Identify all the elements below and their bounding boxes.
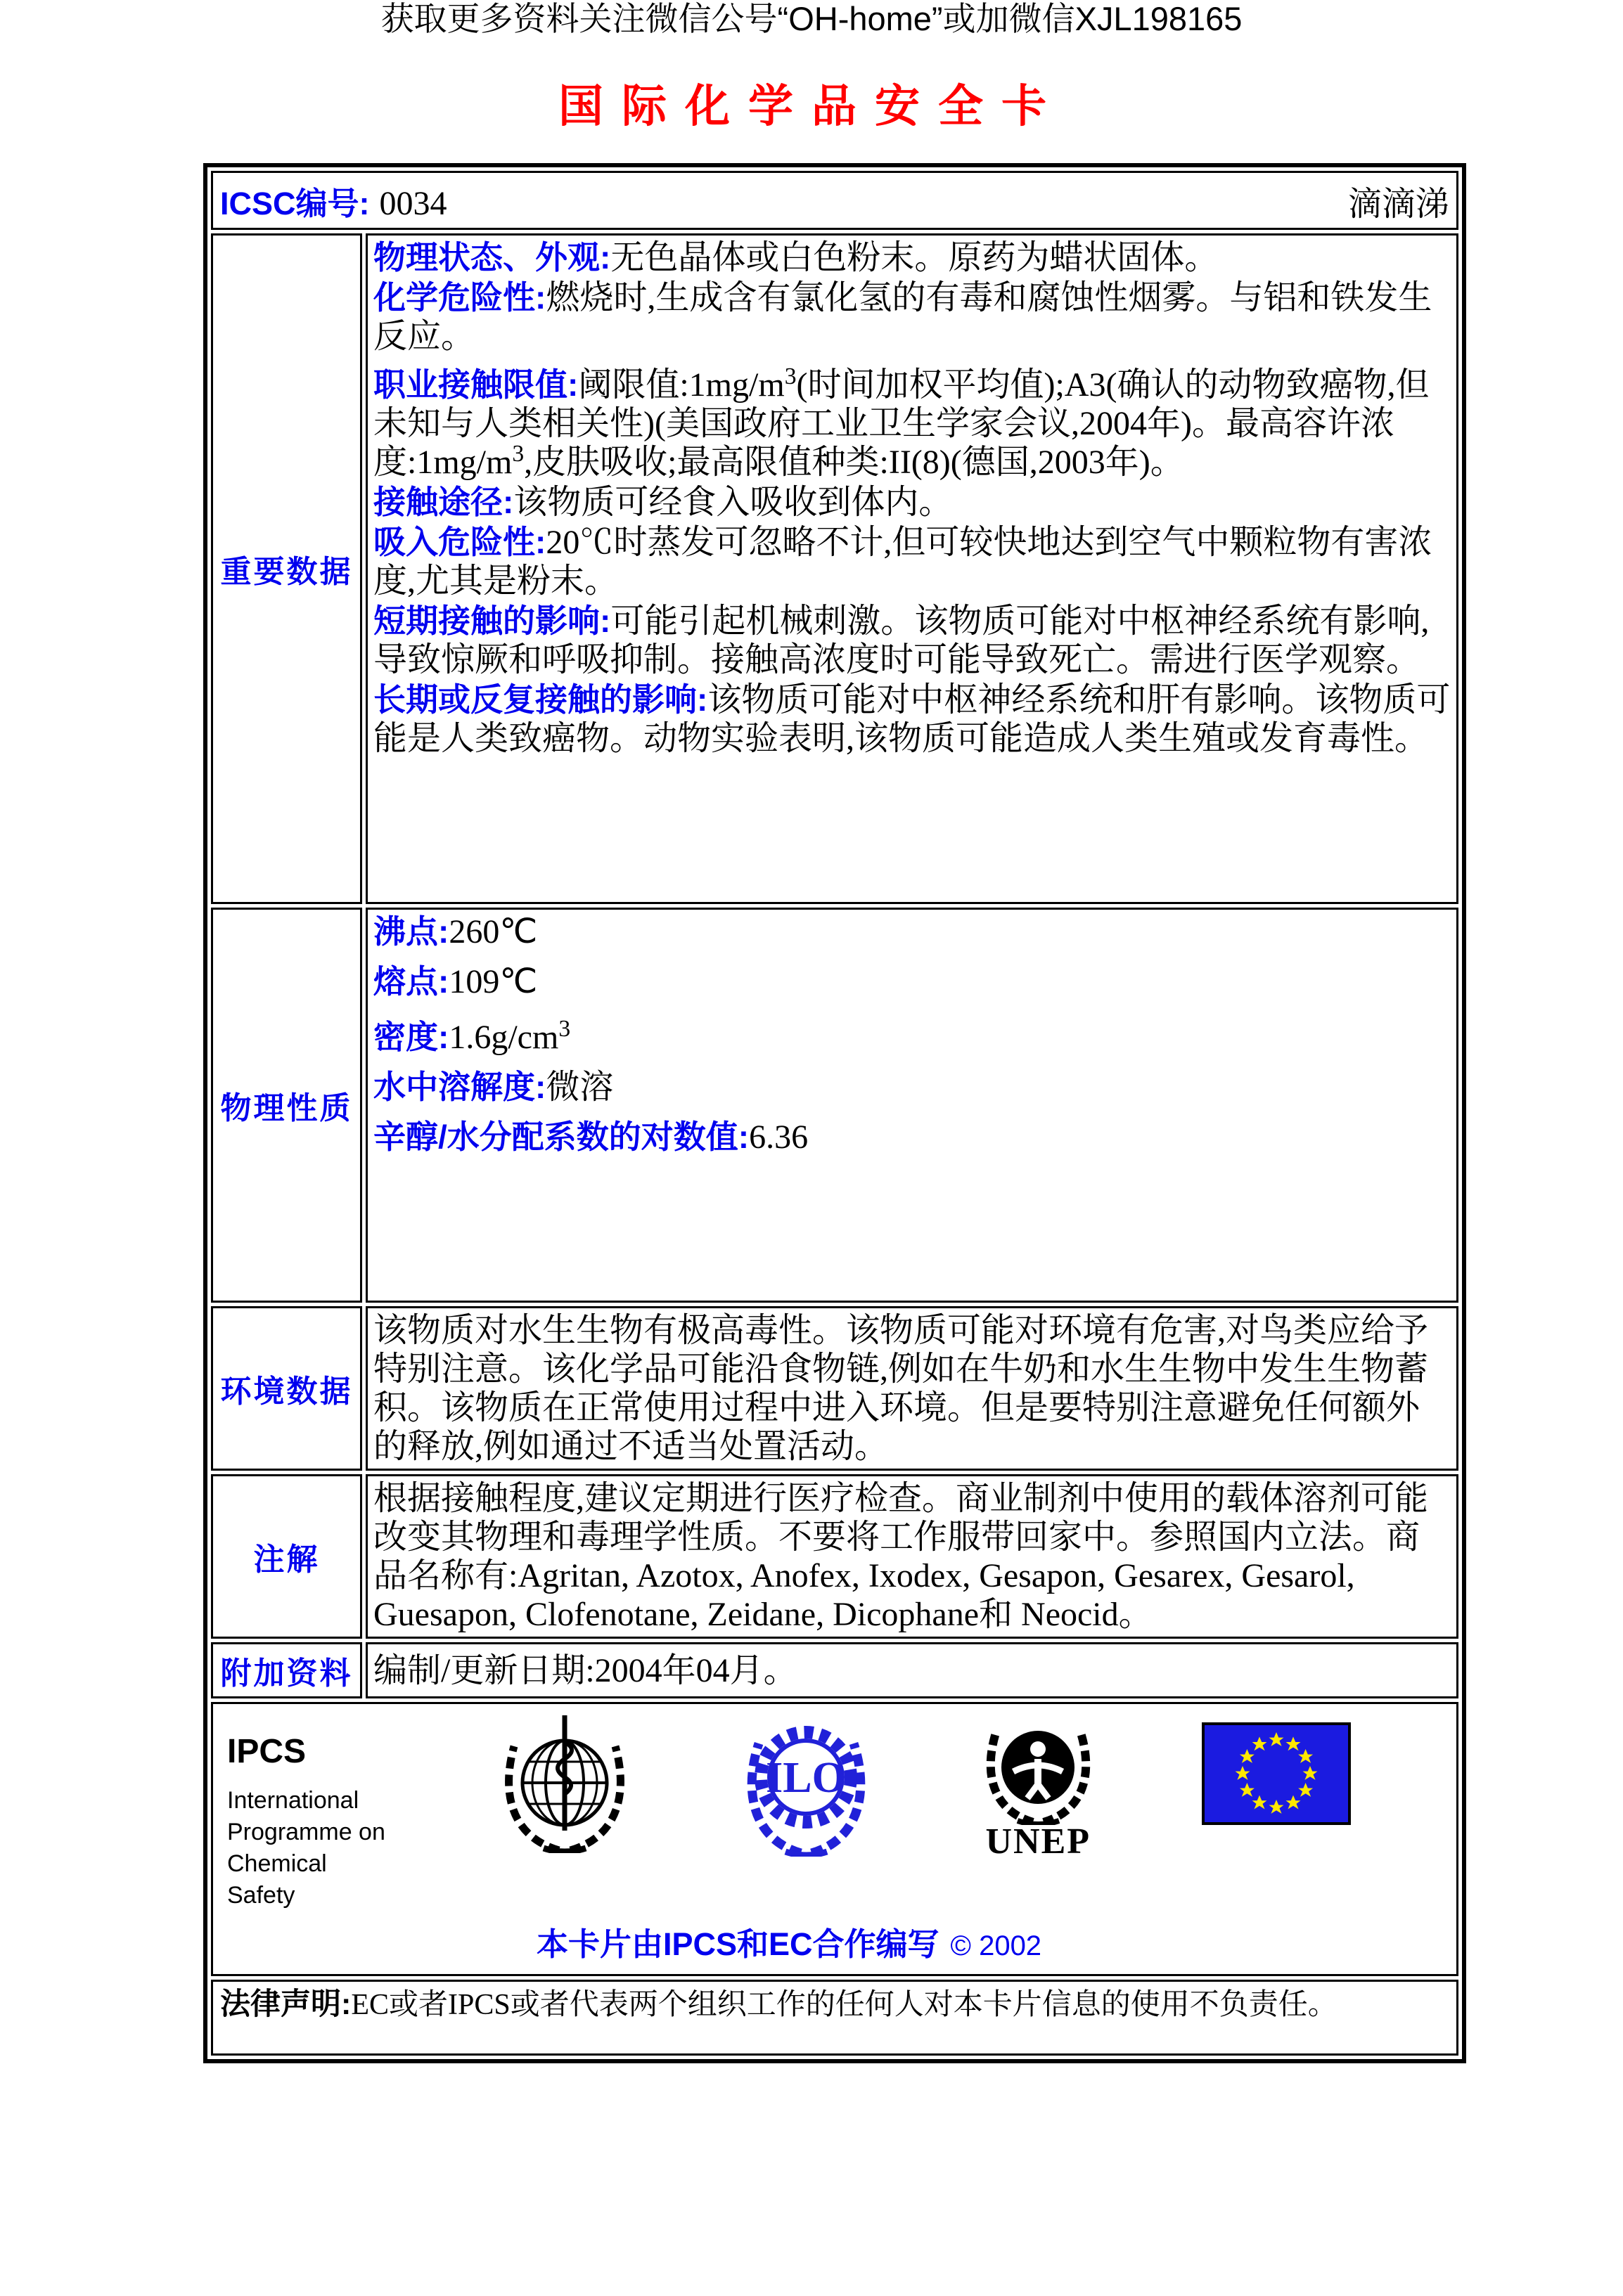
caption-text: 本卡片由IPCS和EC合作编写 <box>536 1926 939 1962</box>
ipcs-line: International <box>227 1787 359 1814</box>
field-text: 该物质可能对中枢神经系统和肝有影响。该物质可能是人类致癌物。动物实验表明,该物质可能造成人类生殖或发育毒性。 <box>373 681 1451 757</box>
additional-information-content: 编制/更新日期:2004年04月。 <box>366 1642 1458 1698</box>
superscript: 3 <box>512 441 525 467</box>
section-logos <box>211 1702 1458 1976</box>
section-environmental-data <box>211 1306 1458 1471</box>
field-text: ,皮肤吸收;最高限值种类:II(8)(德国,2003年)。 <box>524 444 1184 481</box>
field-text: 20℃时蒸发可忽略不计,但可较快地达到空气中颗粒物有害浓度,尤其是粉末。 <box>373 524 1432 600</box>
watermark-text: 获取更多资料关注微信公号“OH-home”或加微信XJL198165 <box>380 0 1243 37</box>
important-item <box>373 602 1451 679</box>
field-label: 化学危险性: <box>373 279 546 316</box>
important-item <box>373 238 1451 277</box>
physical-item <box>373 912 1451 951</box>
important-item <box>373 278 1451 356</box>
header-row <box>211 171 1458 230</box>
field-label: 吸入危险性: <box>373 524 546 560</box>
ilo-letters: ILO <box>765 1754 846 1802</box>
field-label: 职业接触限值: <box>373 366 579 403</box>
important-item <box>373 523 1451 600</box>
ipcs-line: Programme on <box>227 1819 385 1845</box>
eu-flag-icon <box>1202 1722 1351 1825</box>
superscript: 3 <box>784 363 797 389</box>
field-label: 接触途径: <box>373 484 514 520</box>
legal-notice-label: 法律声明: <box>220 1987 352 2021</box>
page-title: 国际化学品安全卡 <box>558 82 1065 131</box>
field-text: 可能引起机械刺激。该物质可能对中枢神经系统有影响,导致惊厥和呼吸抑制。接触高浓度时可能导致死亡。需进行医学观察。 <box>373 602 1430 678</box>
cooperation-caption <box>227 1918 1351 1964</box>
unep-logo-block <box>977 1713 1100 1862</box>
ipcs-line: Chemical Safety <box>227 1850 327 1909</box>
field-value: 260℃ <box>449 913 538 950</box>
field-value: 109℃ <box>449 963 538 1000</box>
field-text: 阈限值:1mg/m <box>578 366 785 404</box>
field-text: 燃烧时,生成含有氯化氢的有毒和腐蚀性烟雾。与铝和铁发生反应。 <box>373 279 1432 355</box>
chemical-name: 滴滴涕 <box>1347 185 1449 223</box>
superscript: 3 <box>558 1016 571 1042</box>
legal-notice-text: EC或者IPCS或者代表两个组织工作的任何人对本卡片信息的使用不负责任。 <box>351 1989 1337 2021</box>
important-item <box>373 363 1451 482</box>
field-label: 水中溶解度: <box>373 1069 546 1105</box>
ilo-logo-icon <box>738 1713 875 1857</box>
row-label-environmental-data: 环境数据 <box>211 1306 362 1471</box>
icsc-number-group <box>220 178 447 224</box>
important-data-content <box>366 233 1458 904</box>
legal-notice-cell <box>211 1980 1458 2056</box>
field-label: 辛醇/水分配系数的对数值: <box>373 1118 750 1155</box>
field-label: 密度: <box>373 1019 449 1055</box>
field-text: 该物质可经食入吸收到体内。 <box>513 484 953 521</box>
logos-cell <box>211 1702 1458 1976</box>
section-legal-notice <box>211 1980 1458 2056</box>
section-important-data <box>211 233 1458 904</box>
important-item <box>373 681 1451 758</box>
field-label: 熔点: <box>373 963 449 1000</box>
important-item <box>373 483 1451 522</box>
eu-flag-block <box>1202 1722 1351 1829</box>
field-text: (时间加权平均值);A3(确认的动物致癌物,但未知与人类相关性)(美国政府工业卫生学家会议,2004年)。最高容许浓度:1mg/m <box>373 366 1430 481</box>
physical-properties-content <box>366 908 1458 1303</box>
who-logo-icon <box>494 1713 635 1853</box>
unep-logo-icon <box>977 1713 1100 1825</box>
field-label: 短期接触的影响: <box>373 602 611 639</box>
row-label-additional-information: 附加资料 <box>211 1642 362 1698</box>
field-value: 微溶 <box>546 1069 614 1106</box>
environmental-data-content: 该物质对水生生物有极高毒性。该物质可能对环境有危害,对鸟类应给予特别注意。该化学品可能沿食物链,例如在牛奶和水生生物中发生生物蓄积。该物质在正常使用过程中进入环境。但是要特别注意避免任何额外的释放,例如通过不适当处置活动。 <box>366 1306 1458 1471</box>
field-text: 无色晶体或白色粉末。原药为蜡状固体。 <box>610 239 1219 276</box>
row-label-notes: 注解 <box>211 1474 362 1639</box>
ipcs-title: IPCS <box>227 1733 307 1770</box>
field-label: 物理状态、外观: <box>373 239 611 276</box>
notes-content: 根据接触程度,建议定期进行医疗检查。商业制剂中使用的载体溶剂可能改变其物理和毒理学性质。不要将工作服带回家中。参照国内立法。商品名称有:Agritan, Azotox, Anofex, Ixodex, Gesapon, Gesarex, Gesarol, Guesapon, Clofenotane, Zeidane, Dicophane和 Neocid。 <box>366 1474 1458 1639</box>
row-label-important-data: 重要数据 <box>211 233 362 904</box>
field-label: 长期或反复接触的影响: <box>373 681 708 718</box>
icsc-header-cell <box>211 171 1458 230</box>
unep-wordmark: UNEP <box>985 1821 1091 1862</box>
section-additional-information <box>211 1642 1458 1698</box>
row-label-physical-properties: 物理性质 <box>211 908 362 1303</box>
icsc-card-table <box>203 163 1466 2063</box>
icsc-number-label: ICSC编号: <box>220 185 370 221</box>
field-value: 1.6g/cm <box>449 1019 559 1056</box>
field-value: 6.36 <box>749 1118 809 1156</box>
physical-item <box>373 962 1451 1001</box>
physical-item <box>373 1118 1451 1156</box>
ipcs-text-block <box>227 1713 392 1911</box>
field-label: 沸点: <box>373 913 449 950</box>
section-notes <box>211 1474 1458 1639</box>
icsc-number-value: 0034 <box>379 184 447 222</box>
physical-item <box>373 1018 1451 1057</box>
section-physical-properties <box>211 908 1458 1303</box>
copyright-text: © 2002 <box>950 1930 1042 1961</box>
physical-item <box>373 1068 1451 1107</box>
